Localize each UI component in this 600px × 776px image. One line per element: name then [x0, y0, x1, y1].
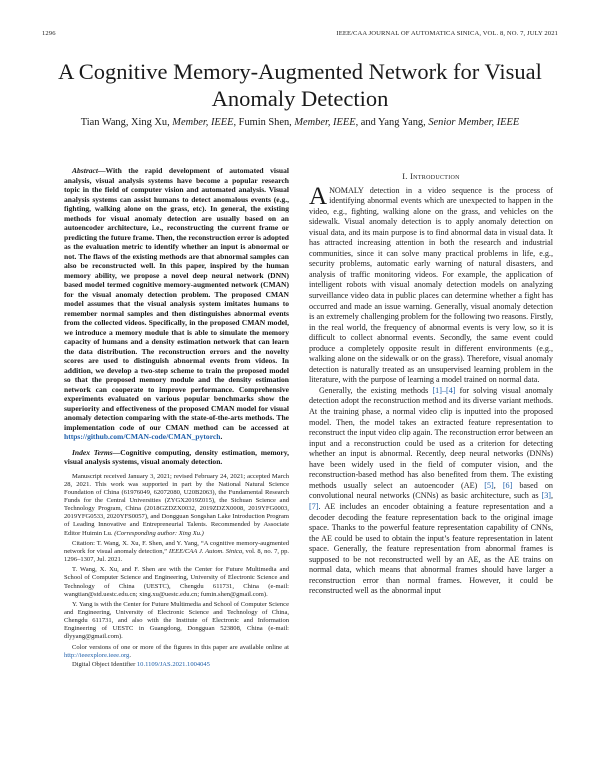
citation-ref[interactable]: [5]	[484, 480, 494, 490]
author-names-1: Tian Wang, Xing Xu,	[80, 117, 173, 128]
abstract-end: .	[220, 432, 223, 441]
section-title: Introduction	[410, 172, 460, 181]
paper-title: A Cognitive Memory-Augmented Network for Visual Anomaly Detection	[58, 59, 542, 111]
left-column	[64, 166, 289, 669]
p2-text-e: ,	[550, 491, 553, 501]
p2-text-a: Generally, the existing methods	[319, 385, 433, 395]
footnote-doi	[64, 661, 289, 669]
footnote-received	[64, 473, 289, 538]
code-link[interactable]: https://github.com/CMAN-code/CMAN_pytorch	[64, 432, 221, 441]
citation-ref[interactable]: [7]	[309, 501, 319, 511]
citation-ref[interactable]: [1]–[4]	[432, 385, 456, 395]
author-names-2: , Fumin Shen,	[233, 117, 295, 128]
author-line	[30, 117, 570, 128]
p2-text-f: . AE includes an encoder obtaining a feature representation and a decoder decoding the feature representation back to the original image space. Thanks to the powerful feature representation capability of CNNs, the AE could be used to obtain the input’s feature representation in latent space. Generally, the feature representation from abnormal frames is supposed to be not reconstructed well by an AE, as the AE trains on normal data, which means that abnormal frames should have larger a reconstruction error than normal frames. However, it could be reconstructed well as the abnormal input	[309, 501, 553, 596]
color-text: Color versions of one or more of the figures in this paper are available online at	[72, 643, 289, 651]
doi-link[interactable]: 10.1109/JAS.2021.1004045	[136, 660, 210, 668]
section-heading-introduction	[309, 172, 553, 183]
abstract-text: —With the rapid development of automated visual analysis, visual analysis systems have become a popular research topic in the field of computer vision and automated analysis. Visual analysis systems can assist humans to detect anomalous events (e.g., fighting, walking alone on the grass, etc). In general, the existing methods for visual anomaly detection are usually based on an autoencoder architecture, i.e., reconstructing the current frame or predicting the future frame. Then, the reconstruction error is adopted as the evaluation metric to identify whether an input is abnormal or not. The flaws of the existing methods are that abnormal samples can also be reconstructed well. In this paper, inspired by the human memory ability, we propose a novel deep neural network (DNN) based model termed cognitive memory-augmented network (CMAN) for the visual anomaly detection problem. The proposed CMAN model assumes that the visual analysis system imitates humans to remember normal samples and then distinguishes abnormal events from the collected videos. Specifically, in the proposed CMAN model, we introduce a memory module that is able to simulate the memory capacity of humans and a density estimation network that can learn the data distribution. The reconstruction errors and the novelty scores are used to distinguish abnormal events from videos. In addition, we develop a two-step scheme to train the proposed model so that the proposed memory module and the density estimation network can cooperate to improve performance. Comprehensive experiments evaluated on various popular benchmarks show the superiority and effectiveness of the proposed CMAN model for visual anomaly detection comparing with the state-of-the-arts methods. The implementation code of our CMAN method can be accessed at	[64, 166, 289, 432]
footnote-color	[64, 644, 289, 660]
doi-label: Digital Object Identifier	[72, 660, 137, 668]
footnote-affiliation-1: T. Wang, X. Xu, and F. Shen are with the Center for Future Multimedia and School of Computer Science and Engineering, University of Electronic Science and Technology of China (UESTC), Chengdu 611731, China (e-mail: wangtian@std.uestc.edu.cn; xing.xu@uestc.edu.cn; fumin.shen@gmail.com).	[64, 566, 289, 598]
index-terms	[64, 448, 289, 467]
p2-text-d: based on convolutional neural networks (CNNs) as basic architecture, such as	[309, 480, 553, 501]
page-number: 1296	[42, 30, 56, 37]
citation-post: , vol. 8, no. 7, pp. 1296–1307, Jul. 2021.	[64, 547, 290, 564]
citation-ref[interactable]: [6]	[502, 480, 513, 490]
index-terms-text: —Cognitive computing, density estimation, memory, visual analysis systems, visual anomaly detection.	[64, 447, 289, 466]
citation-ref[interactable]: [3]	[541, 491, 551, 501]
intro-paragraph-1	[309, 182, 553, 386]
p2-text-c: ,	[493, 480, 503, 490]
section-number: I.	[402, 172, 411, 181]
drop-cap: A	[309, 182, 328, 210]
author-role-1: Member, IEEE	[172, 117, 234, 128]
abstract	[64, 166, 289, 442]
author-names-3: , and Yang Yang,	[355, 117, 429, 128]
intro-paragraph-2	[309, 386, 553, 597]
citation-journal: IEEE/CAA J. Autom. Sinica	[168, 547, 243, 555]
author-role-2: Member, IEEE	[294, 117, 356, 128]
running-header	[42, 30, 558, 42]
index-terms-label: Index Terms	[72, 447, 113, 457]
abstract-label: Abstract	[72, 166, 98, 175]
corresponding-author: (Corresponding author: Xing Xu.)	[114, 529, 204, 537]
intro-p1-text: NOMALY detection in a video sequence is the process of identifying abnormal events which are unexpected to happen in the video, e.g., fighting, walking alone on the grass, and vehicles on the sidewalk. Visual anomaly detection is to apply anomaly detection on visual data, and its main purpose is to find abnormal data in visual data. It has attracted increasing attention in both the research and industrial communities, since it can solve many practical problems in life, e.g., security problems, automatic early warning of natural disasters, and analysis of traffic monitoring videos. For example, the application of intelligent robots with visual anomaly detection models on analyzing surveillance video data in public places can determine whether a fight has occurred and made an issue warning. Generally, visual anomaly detection is an extremely challenging problem for the following two reasons. Firstly, in the real world, the frequency of abnormal events is very low, so it is difficult to collect abnormal events. Secondly, the same event could produce a completely opposite result in different environments (e.g., walking alone on the sidewalk or on the grass). Therefore, visual anomaly detection is naturally treated as an unsupervised learning problem in the literature, with the purpose of learning a model trained on normal data.	[309, 185, 553, 385]
ieeexplore-link[interactable]: http://ieeexplore.ieee.org	[64, 651, 130, 659]
received-text: Manuscript received January 3, 2021; revised February 24, 2021; accepted March 28, 2021. This work was supported in part by the National Natural Science Foundation of China (61976049, 62072080, U20B2063), the Fundamental Research Funds for the Central Universities (ZYGX2019Z015), the Sichuan Science and Technology Program, China (2018GZDZX0032, 2019ZDZX0008, 2019YFG0003, 2019YFG0533, 2020YFS0057), and Dongguan Songshan Lake Introduction Program of Leading Innovative and Entrepreneurial Talents. Recommended by Associate Editor Huimin Lu.	[64, 472, 289, 537]
p2-text-b: for solving visual anomaly detection adopt the reconstruction method and its diverse variant methods. At the training phase, a normal video clip is inputted into the proposed model. Then, the model takes an extracted feature representation to reconstruct the input video clip again. The reconstruction error between an input and a reconstruction could be used as a criterion for detecting whether an input is abnormal. Recently, deep neural networks (DNNs) have been widely used in the field of computer vision, and the reconstruction-based method has also benefited from them. The existing methods usually select an autoencoder (AE)	[309, 385, 553, 490]
citation-pre: Citation: T. Wang, X. Xu, F. Shen, and Y. Yang, “A cognitive memory-augmented network for visual anomaly detection,”	[64, 539, 289, 555]
color-end: .	[129, 651, 131, 659]
author-role-3: Senior Member, IEEE	[428, 117, 520, 128]
footnote-affiliation-2: Y. Yang is with the Center for Future Multimedia and School of Computer Science and Engineering, University of Electronic Science and Technology of China, Chengdu 611731, and also with the Institute of Electronic and Information Engineering of UESTC in Guangdong, Dongguan 523808, China (e-mail: dlyyang@gmail.com).	[64, 600, 289, 641]
journal-name: IEEE/CAA JOURNAL OF AUTOMATICA SINICA, VOL. 8, NO. 7, JULY 2021	[336, 30, 558, 37]
footnote-citation	[64, 540, 289, 564]
right-column	[309, 172, 553, 597]
